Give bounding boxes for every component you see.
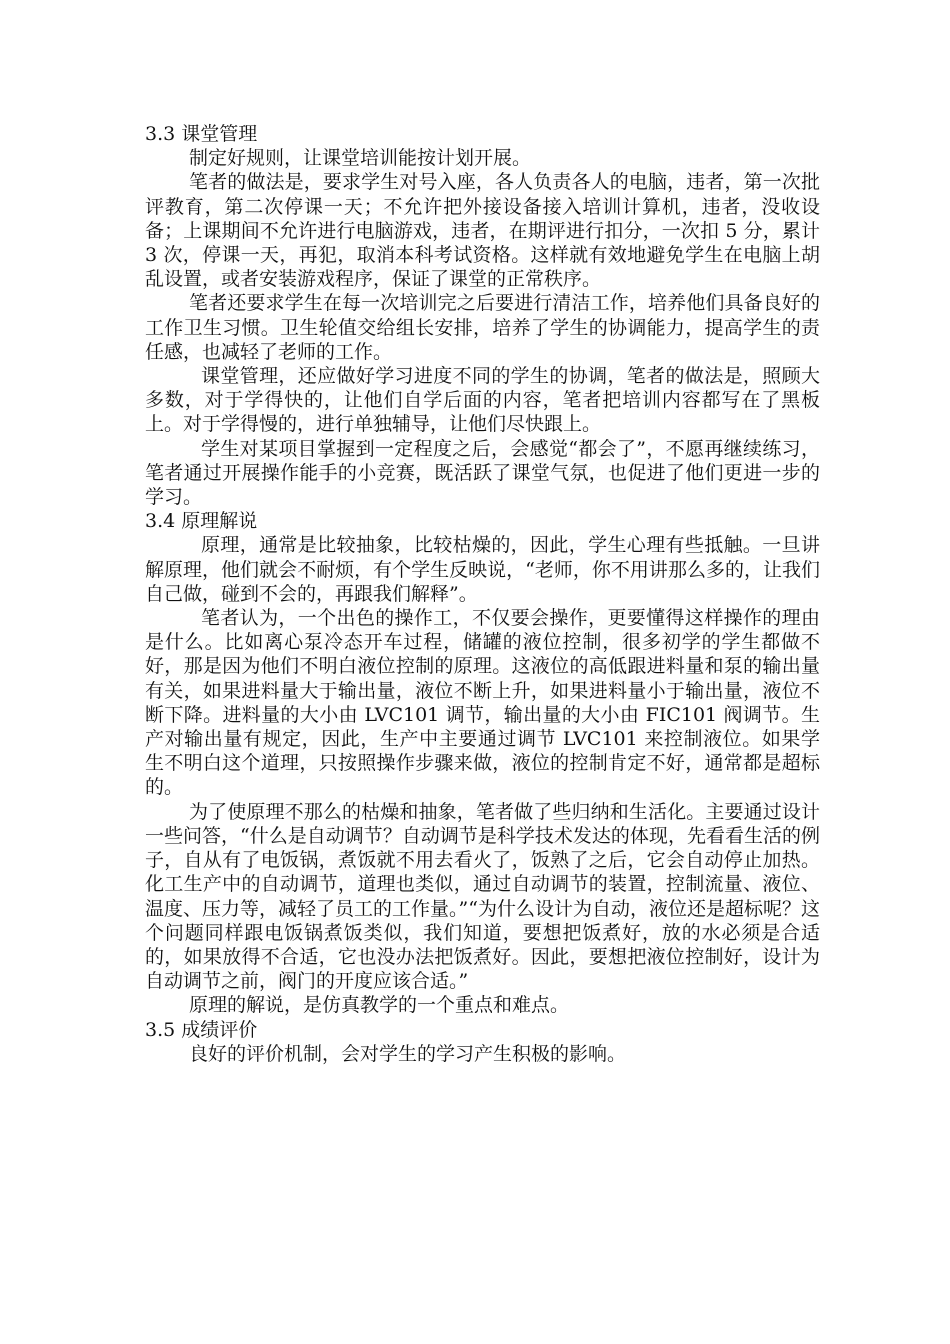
section-heading: 3.5 成绩评价 xyxy=(145,1018,258,1041)
paragraph: 原理的解说，是仿真教学的一个重点和难点。 xyxy=(189,994,570,1017)
paragraph: 课堂管理，还应做好学习进度不同的学生的协调，笔者的做法是，照顾大多数，对于学得快的，让他们自学后面的内容，笔者把培训内容都写在了黑板上。对于学得慢的，进行单独辅导，让他们尽快跟上。 xyxy=(145,365,820,436)
document-page xyxy=(145,122,820,1066)
paragraph: 为了使原理不那么的枯燥和抽象，笔者做了些归纳和生活化。主要通过设计一些问答，“什么是自动调节？自动调节是科学技术发达的体现，先看看生活的例子，自从有了电饭锅，煮饭就不用去看火了，饭熟了之后，它会自动停止加热。化工生产中的自动调节，道理也类似，通过自动调节的装置，控制流量、液位、温度、压力等，减轻了员工的工作量。”“为什么设计为自动，液位还是超标呢？这个问题同样跟电饭锅煮饭类似，我们知道，要想把饭煮好，放的水必须是合适的，如果放得不合适，它也没办法把饭煮好。因此，要想把液位控制好，设计为自动调节之前，阀门的开度应该合适。” xyxy=(145,800,820,993)
paragraph: 笔者还要求学生在每一次培训完之后要进行清洁工作，培养他们具备良好的工作卫生习惯。卫生轮值交给组长安排，培养了学生的协调能力，提高学生的责任感，也减轻了老师的工作。 xyxy=(145,292,820,363)
paragraph: 学生对某项目掌握到一定程度之后，会感觉“都会了”，不愿再继续练习，笔者通过开展操作能手的小竞赛，既活跃了课堂气氛，也促进了他们更进一步的学习。 xyxy=(145,437,820,509)
paragraph: 笔者认为，一个出色的操作工，不仅要会操作，更要懂得这样操作的理由是什么。比如离心泵冷态开车过程，储罐的液位控制，很多初学的学生都做不好，那是因为他们不明白液位控制的原理。这液位的高低跟进料量和泵的输出量有关，如果进料量大于输出量，液位不断上升，如果进料量小于输出量，液位不断下降。进料量的大小由 LVC101 调节，输出量的大小由 FIC101 阀调节。生产对输出量有规定，因此，生产中主要通过调节 LVC101 来控制液位。如果学生不明白这个道理，只按照操作步骤来做，液位的控制肯定不好，通常都是超标的。 xyxy=(145,607,820,799)
section-heading: 3.4 原理解说 xyxy=(145,510,258,533)
paragraph: 制定好规则，让课堂培训能按计划开展。 xyxy=(189,147,532,170)
paragraph: 笔者的做法是，要求学生对号入座，各人负责各人的电脑，违者，第一次批评教育，第二次停课一天；不允许把外接设备接入培训计算机，违者，没收设备；上课期间不允许进行电脑游戏，违者，在期评进行扣分，一次扣 5 分，累计 3 次，停课一天，再犯，取消本科考试资格。这样就有效地避免学生在电脑上胡乱设置，或者安装游戏程序，保证了课堂的正常秩序。 xyxy=(145,171,820,291)
paragraph: 良好的评价机制，会对学生的学习产生积极的影响。 xyxy=(189,1042,627,1065)
paragraph: 原理，通常是比较抽象，比较枯燥的，因此，学生心理有些抵触。一旦讲解原理，他们就会不耐烦，有个学生反映说，“老师，你不用讲那么多的，让我们自己做，碰到不会的，再跟我们解释”。 xyxy=(145,534,820,605)
section-heading: 3.3 课堂管理 xyxy=(145,123,258,145)
